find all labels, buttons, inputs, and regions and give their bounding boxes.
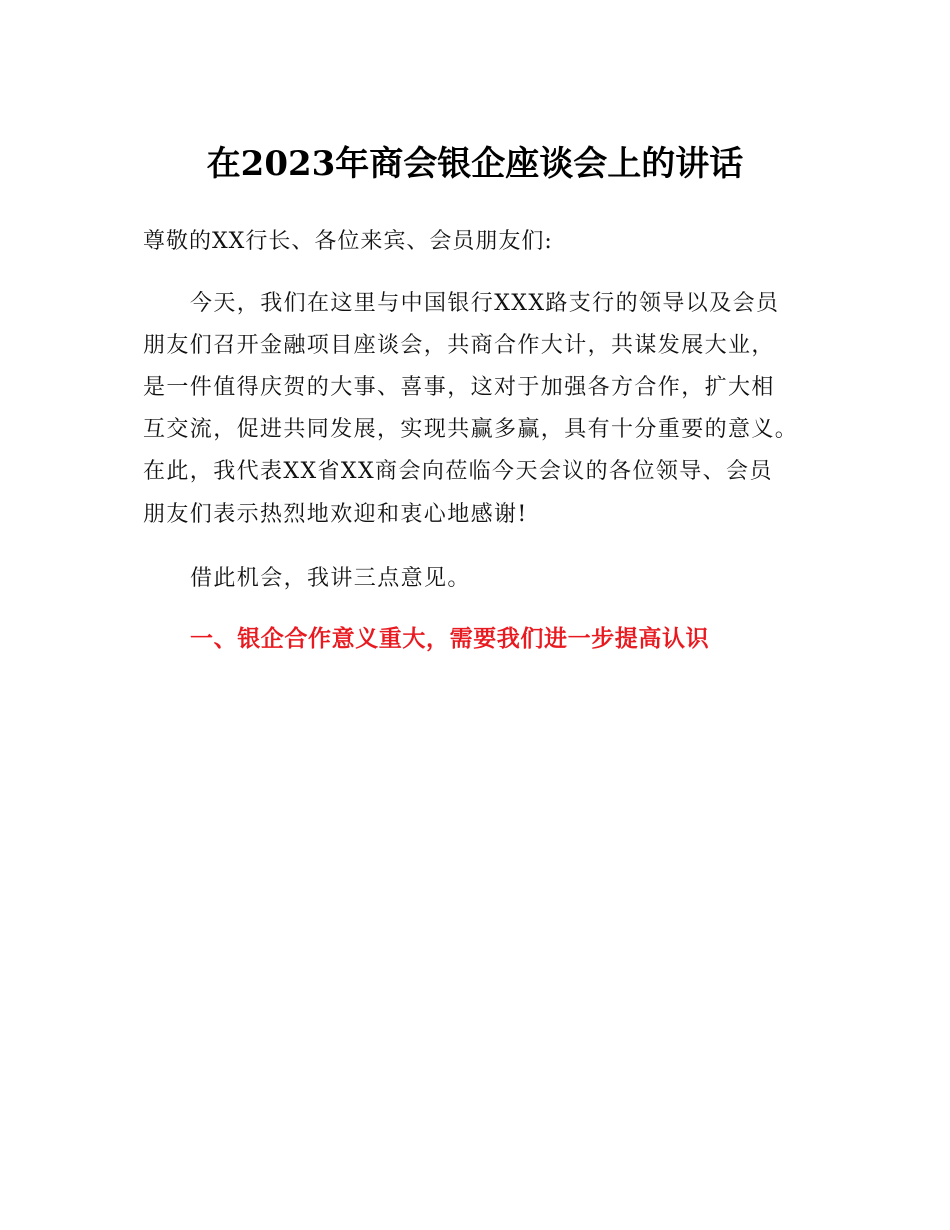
paragraph-line: 在此，我代表XX省XX商会向莅临今天会议的各位领导、会员 <box>143 459 773 484</box>
paragraph-line: 朋友们召开金融项目座谈会，共商合作大计，共谋发展大业， <box>143 333 775 358</box>
section-heading: 一、银企合作意义重大，需要我们进一步提高认识 <box>190 626 710 652</box>
paragraph-line: 借此机会，我讲三点意见。 <box>190 566 471 591</box>
paragraph-line: 今天，我们在这里与中国银行XXX路支行的领导以及会员 <box>190 291 780 316</box>
paragraph-line: 是一件值得庆贺的大事、喜事，这对于加强各方合作，扩大相 <box>143 375 775 400</box>
salutation: 尊敬的XX行长、各位来宾、会员朋友们: <box>143 229 553 254</box>
document-title: 在2023年商会银企座谈会上的讲话 <box>206 144 744 184</box>
paragraph-line: 互交流，促进共同发展，实现共赢多赢，具有十分重要的意义。 <box>143 417 799 442</box>
paragraph-line: 朋友们表示热烈地欢迎和衷心地感谢! <box>143 502 528 527</box>
